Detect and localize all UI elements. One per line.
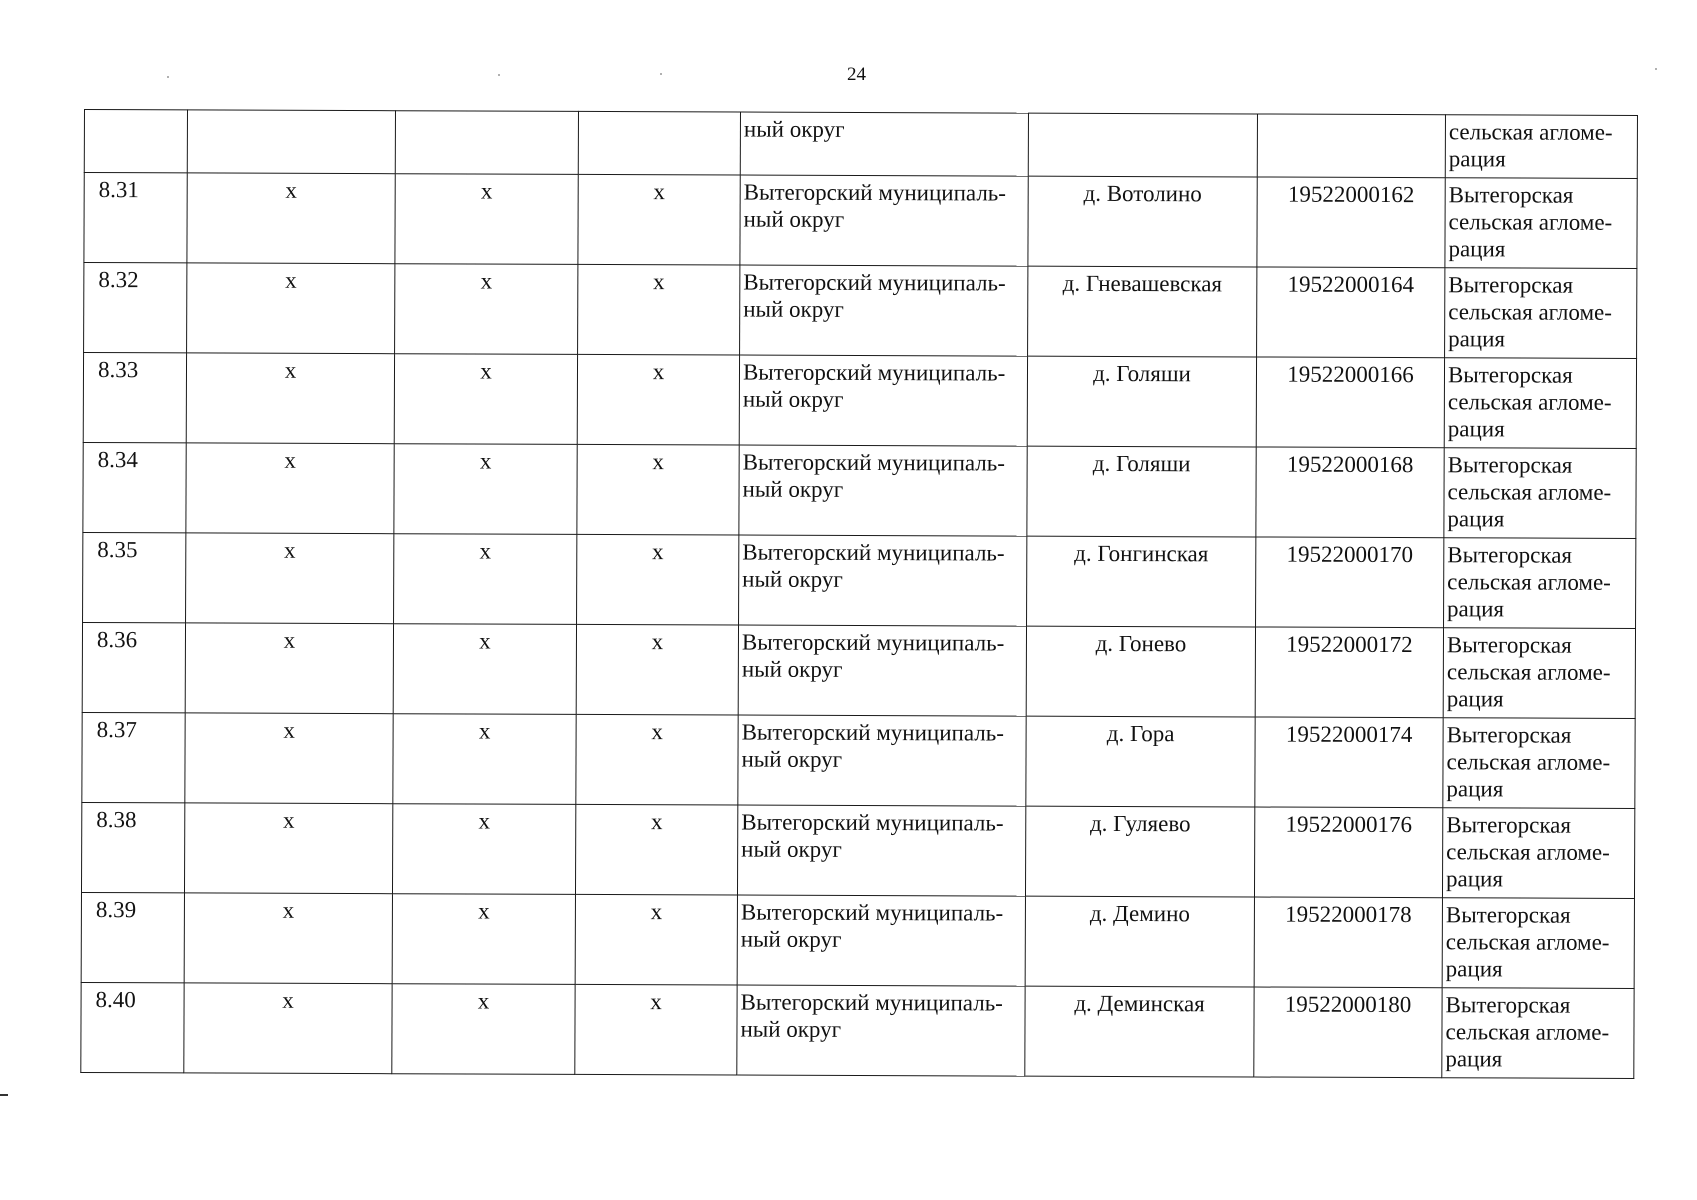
cell-num: 8.36 xyxy=(82,622,185,712)
scan-speck xyxy=(498,74,500,76)
cell-okrug: ный округ xyxy=(740,112,1028,176)
cell-place: д. Гневашевская xyxy=(1028,266,1257,357)
cell-col2: x xyxy=(185,623,393,714)
cell-col4: x xyxy=(575,894,737,985)
table-row xyxy=(81,892,1634,988)
cell-num: 8.33 xyxy=(83,353,186,443)
cell-aglomeration: Вытегорская сельская агломе-рация xyxy=(1444,448,1636,539)
table-row xyxy=(84,263,1637,359)
cell-col4: x xyxy=(578,174,740,265)
table-row xyxy=(81,802,1634,898)
cell-col4: x xyxy=(577,354,739,445)
cell-col3 xyxy=(395,111,578,175)
table-row xyxy=(84,173,1637,269)
cell-place: д. Демино xyxy=(1025,896,1254,987)
cell-place: д. Вотолино xyxy=(1028,176,1257,267)
cell-col4: x xyxy=(576,714,738,805)
cell-col3: x xyxy=(394,444,577,535)
cell-place: д. Голяши xyxy=(1027,446,1256,537)
cell-code: 19522000164 xyxy=(1257,267,1445,358)
cell-col3: x xyxy=(395,264,578,355)
cell-col3: x xyxy=(392,894,575,985)
cell-code: 19522000172 xyxy=(1255,627,1443,718)
cell-okrug: Вытегорский муниципаль-ный округ xyxy=(737,805,1025,896)
cell-okrug: Вытегорский муниципаль-ный округ xyxy=(737,895,1025,986)
cell-num: 8.32 xyxy=(84,263,187,353)
cell-col3: x xyxy=(394,354,577,445)
cell-code: 19522000178 xyxy=(1254,897,1442,988)
table-row xyxy=(83,442,1636,538)
cell-okrug: Вытегорский муниципаль-ный округ xyxy=(739,355,1027,446)
cell-num: 8.40 xyxy=(81,982,184,1072)
page-number: 24 xyxy=(847,64,866,85)
cell-okrug: Вытегорский муниципаль-ный округ xyxy=(738,715,1026,806)
cell-place: д. Гонгинская xyxy=(1027,536,1256,627)
scan-speck xyxy=(660,73,662,75)
cell-num: 8.37 xyxy=(82,712,185,802)
cell-code: 19522000166 xyxy=(1256,357,1444,448)
table-row xyxy=(83,532,1636,628)
cell-col3: x xyxy=(393,714,576,805)
cell-col4: x xyxy=(577,444,739,535)
cell-col2: x xyxy=(186,353,394,444)
cell-aglomeration: Вытегорская сельская агломе-рация xyxy=(1443,628,1635,719)
cell-col4 xyxy=(578,111,740,175)
cell-col4: x xyxy=(578,264,740,355)
cell-place xyxy=(1028,113,1257,177)
cell-aglomeration: сельская агломе-рация xyxy=(1445,115,1637,179)
document-table xyxy=(80,109,1638,1079)
cell-aglomeration: Вытегорская сельская агломе-рация xyxy=(1445,268,1637,359)
cell-aglomeration: Вытегорская сельская агломе-рация xyxy=(1445,178,1637,269)
cell-col2: x xyxy=(184,893,392,984)
cell-col2: x xyxy=(186,533,394,624)
cell-okrug: Вытегорский муниципаль-ный округ xyxy=(740,175,1028,266)
cell-code: 19522000174 xyxy=(1255,717,1443,808)
scan-speck xyxy=(167,76,169,78)
cell-place: д. Гуляево xyxy=(1025,806,1254,897)
cell-col2 xyxy=(187,110,395,174)
cell-okrug: Вытегорский муниципаль-ный округ xyxy=(739,535,1027,626)
cell-col4: x xyxy=(575,984,737,1075)
margin-mark xyxy=(0,1094,8,1096)
cell-col2: x xyxy=(185,713,393,804)
cell-okrug: Вытегорский муниципаль-ный округ xyxy=(738,625,1026,716)
cell-code: 19522000170 xyxy=(1256,537,1444,628)
cell-col3: x xyxy=(392,984,575,1075)
cell-place: д. Голяши xyxy=(1027,356,1256,447)
cell-num: 8.38 xyxy=(81,802,184,892)
cell-col2: x xyxy=(187,263,395,354)
cell-col2: x xyxy=(184,803,392,894)
cell-code xyxy=(1257,114,1445,178)
cell-place: д. Деминская xyxy=(1025,986,1254,1077)
cell-code: 19522000162 xyxy=(1257,177,1445,268)
cell-col3: x xyxy=(394,534,577,625)
cell-col2: x xyxy=(184,983,392,1074)
cell-aglomeration: Вытегорская сельская агломе-рация xyxy=(1442,898,1634,989)
scan-speck xyxy=(1655,68,1657,70)
cell-aglomeration: Вытегорская сельская агломе-рация xyxy=(1444,358,1636,449)
cell-code: 19522000176 xyxy=(1254,807,1442,898)
cell-col4: x xyxy=(575,804,737,895)
cell-code: 19522000180 xyxy=(1254,987,1442,1078)
cell-col2: x xyxy=(186,443,394,534)
cell-col4: x xyxy=(577,534,739,625)
table-row xyxy=(82,712,1635,808)
cell-aglomeration: Вытегорская сельская агломе-рация xyxy=(1443,718,1635,809)
table-row xyxy=(81,982,1634,1078)
cell-place: д. Гора xyxy=(1026,716,1255,807)
cell-place: д. Гонево xyxy=(1026,626,1255,717)
cell-col3: x xyxy=(395,174,578,265)
cell-num: 8.39 xyxy=(81,892,184,982)
cell-okrug: Вытегорский муниципаль-ный округ xyxy=(737,985,1025,1076)
cell-num: 8.35 xyxy=(83,532,186,622)
table-body xyxy=(81,110,1638,1079)
cell-aglomeration: Вытегорская сельская агломе-рация xyxy=(1444,538,1636,629)
cell-num: 8.34 xyxy=(83,442,186,532)
cell-col3: x xyxy=(393,624,576,715)
cell-code: 19522000168 xyxy=(1256,447,1444,538)
table-row xyxy=(82,622,1635,718)
cell-col2: x xyxy=(187,173,395,264)
cell-okrug: Вытегорский муниципаль-ный округ xyxy=(739,445,1027,536)
table-row-continuation xyxy=(84,110,1637,179)
cell-col4: x xyxy=(576,624,738,715)
cell-okrug: Вытегорский муниципаль-ный округ xyxy=(740,265,1028,356)
table-row xyxy=(83,353,1636,449)
cell-aglomeration: Вытегорская сельская агломе-рация xyxy=(1442,988,1634,1079)
cell-aglomeration: Вытегорская сельская агломе-рация xyxy=(1442,808,1634,899)
cell-num xyxy=(84,110,187,173)
cell-col3: x xyxy=(392,804,575,895)
cell-num: 8.31 xyxy=(84,173,187,263)
